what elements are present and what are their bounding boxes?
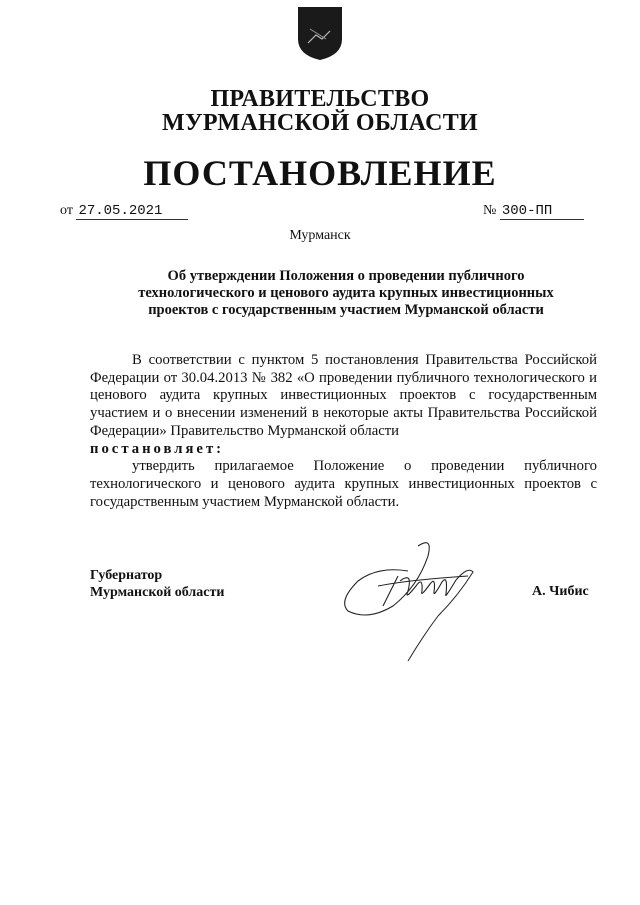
signer-name: А. Чибис [532,584,589,599]
signer-title-line: Мурманской области [90,585,225,600]
subject-line: Об утверждении Положения о проведении публичного [167,268,525,284]
organization-name-line2: МУРМАНСКОЙ ОБЛАСТИ [162,110,478,136]
coat-of-arms-icon [296,5,344,61]
document-body [90,352,597,511]
subject-line: проектов с государственным участием Мурманской области [148,302,544,318]
body-paragraph: В соответствии с пунктом 5 постановления Правительства Российской Федерации от 30.04.2013 № 382 «О проведении публичного технологического и ценового аудита крупных инвестиционных проектов с государственным участием и о внесении изменений в некоторые акты Правительства Российской Федерации» Правительство Мурманской области [90,352,597,439]
date-prefix: от [60,203,73,218]
document-date: 27.05.2021 [76,203,188,220]
decree-word: постановляет: [90,440,225,457]
document-type-title: ПОСТАНОВЛЕНИЕ [143,153,497,193]
organization-name-line1: ПРАВИТЕЛЬСТВО [210,86,430,112]
body-paragraph: утвердить прилагаемое Положение о проведении публичного технологического и ценового аудита крупных инвестиционных проектов с государственным участием Мурманской области. [90,458,597,510]
document-subject [90,268,602,319]
document-number: 300-ПП [500,203,584,220]
subject-line: технологического и ценового аудита крупных инвестиционных [138,285,554,301]
city-label: Мурманск [289,228,351,243]
handwritten-signature [338,536,488,666]
document-number-field [483,203,584,220]
signer-title-line: Губернатор [90,568,163,583]
number-prefix: № [483,203,497,218]
document-date-field [60,203,188,220]
signer-title [90,567,224,601]
